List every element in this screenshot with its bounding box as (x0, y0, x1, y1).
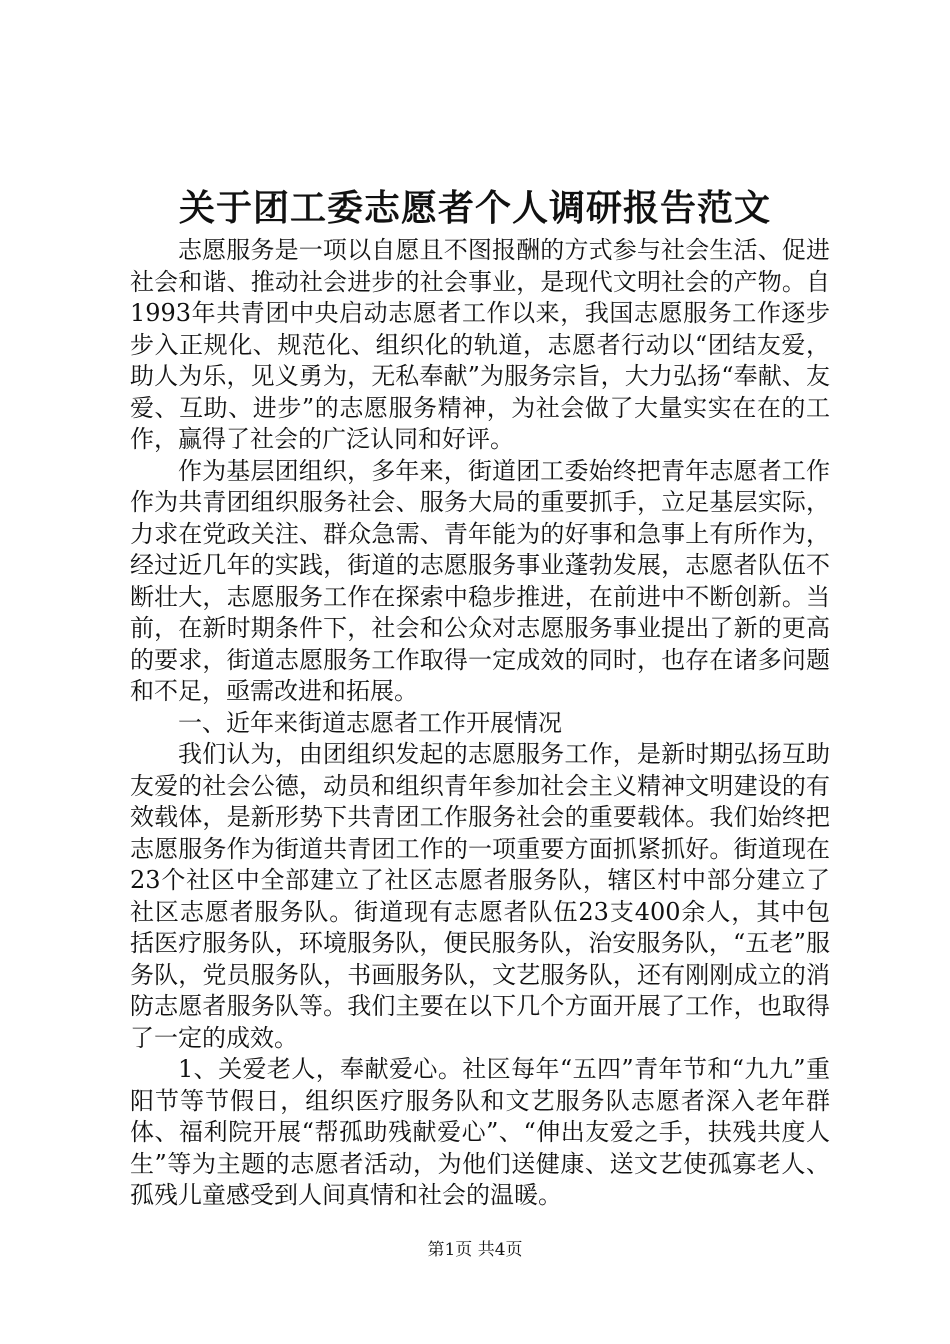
paragraph-elderly-care: 1、关爱老人，奉献爱心。社区每年“五四”青年节和“九九”重阳节等节假日，组织医疗服务队和文艺服务队志愿者深入老年群体、福利院开展“帮孤助残献爱心”、“伸出友爱之手，扶残共度人生”等为主题的志愿者活动，为他们送健康、送文艺使孤寡老人、孤残儿童感受到人间真情和社会的温暖。 (130, 1055, 830, 1209)
document-body (130, 235, 830, 1212)
page-footer: 第1页 共4页 (427, 1240, 523, 1260)
section-heading-1: 一、近年来街道志愿者工作开展情况 (178, 708, 562, 737)
document-title: 关于团工委志愿者个人调研报告范文 (178, 187, 771, 229)
paragraph-overview: 我们认为，由团组织发起的志愿服务工作，是新时期弘扬互助友爱的社会公德，动员和组织青年参加社会主义精神文明建设的有效载体，是新形势下共青团工作服务社会的重要载体。我们始终把志愿服务作为街道共青团工作的一项重要方面抓紧抓好。街道现在23个社区中全部建立了社区志愿者服务队，辖区村中部分建立了社区志愿者服务队。街道现有志愿者队伍23支400余人，其中包括医疗服务队，环境服务队，便民服务队，治安服务队，“五老”服务队，党员服务队，书画服务队，文艺服务队，还有刚刚成立的消防志愿者服务队等。我们主要在以下几个方面开展了工作，也取得了一定的成效。 (130, 740, 830, 1052)
paragraph-grassroots: 作为基层团组织，多年来，街道团工委始终把青年志愿者工作作为共青团组织服务社会、服务大局的重要抓手，立足基层实际，力求在党政关注、群众急需、青年能为的好事和急事上有所作为，经过近几年的实践，街道的志愿服务事业蓬勃发展，志愿者队伍不断壮大，志愿服务工作在探索中稳步推进，在前进中不断创新。当前，在新时期条件下，社会和公众对志愿服务事业提出了新的更高的要求，街道志愿服务工作取得一定成效的同时，也存在诸多问题和不足，亟需改进和拓展。 (130, 456, 830, 705)
paragraph-intro: 志愿服务是一项以自愿且不图报酬的方式参与社会生活、促进社会和谐、推动社会进步的社会事业，是现代文明社会的产物。自1993年共青团中央启动志愿者工作以来，我国志愿服务工作逐步步入正规化、规范化、组织化的轨道，志愿者行动以“团结友爱，助人为乐，见义勇为，无私奉献”为服务宗旨，大力弘扬“奉献、友爱、互助、进步”的志愿服务精神，为社会做了大量实实在在的工作，赢得了社会的广泛认同和好评。 (130, 236, 830, 453)
